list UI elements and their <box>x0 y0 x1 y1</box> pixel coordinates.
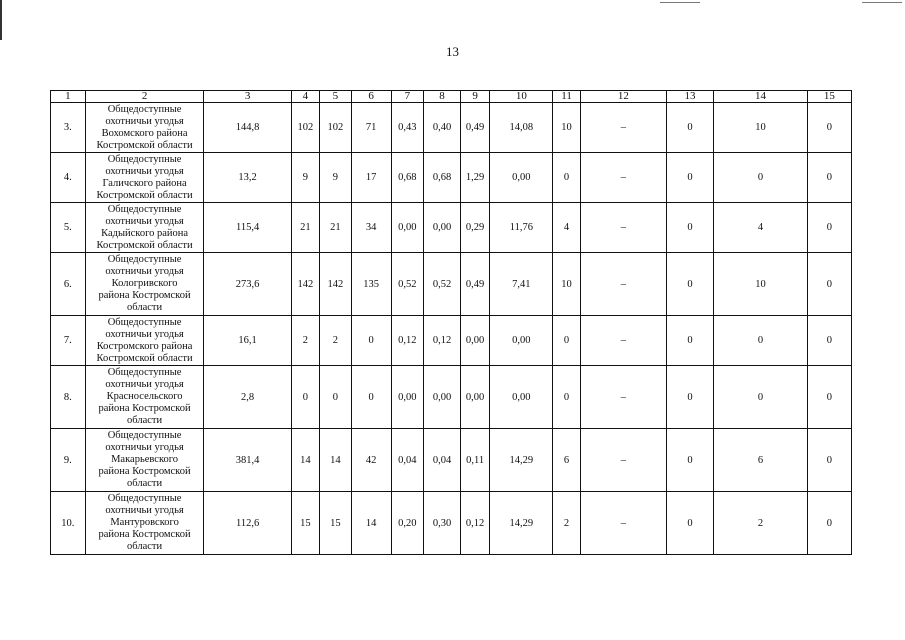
value-cell-col-10: 14,29 <box>490 429 553 492</box>
value-cell-col-15: 0 <box>807 429 851 492</box>
value-cell-col-7: 0,52 <box>391 253 424 316</box>
column-header-3: 3 <box>204 91 291 103</box>
value-cell-col-11: 0 <box>553 366 580 429</box>
value-cell-col-9: 0,11 <box>460 429 489 492</box>
name-line: Костромской области <box>96 352 193 364</box>
column-header-2: 2 <box>85 91 204 103</box>
name-line: Кадыйского района <box>101 227 189 239</box>
value-cell-col-10: 0,00 <box>490 153 553 203</box>
table-row <box>51 103 852 153</box>
value-cell-col-14: 10 <box>714 253 808 316</box>
value-cell-col-7: 0,12 <box>391 316 424 366</box>
table-row <box>51 366 852 429</box>
name-line: Общедоступные <box>107 153 182 165</box>
name-line: Общедоступные <box>107 430 182 441</box>
value-cell-col-7: 0,68 <box>391 153 424 203</box>
value-cell-col-6: 14 <box>351 492 391 555</box>
value-cell-col-10: 14,29 <box>490 492 553 555</box>
column-header-8: 8 <box>424 91 461 103</box>
table-row <box>51 153 852 203</box>
value-cell-col-4: 2 <box>291 316 319 366</box>
value-cell-col-13: 0 <box>666 429 713 492</box>
hunting-ground-name-cell <box>85 316 204 366</box>
name-line: Общедоступные <box>107 203 182 215</box>
value-cell-col-10: 14,08 <box>490 103 553 153</box>
value-cell-col-14: 6 <box>714 429 808 492</box>
value-cell-col-3: 144,8 <box>204 103 291 153</box>
scan-top-line <box>660 2 700 3</box>
name-line: Костромского района <box>96 340 193 352</box>
value-cell-col-15: 0 <box>807 203 851 253</box>
table-row <box>51 429 852 492</box>
value-cell-col-12: – <box>580 203 666 253</box>
value-cell-col-13: 0 <box>666 366 713 429</box>
value-cell-col-4: 102 <box>291 103 319 153</box>
column-header-14: 14 <box>714 91 808 103</box>
row-number-cell: 6. <box>51 253 86 316</box>
value-cell-col-13: 0 <box>666 253 713 316</box>
scan-top-line <box>862 2 902 3</box>
value-cell-col-6: 17 <box>351 153 391 203</box>
value-cell-col-7: 0,43 <box>391 103 424 153</box>
value-cell-col-15: 0 <box>807 492 851 555</box>
value-cell-col-9: 0,49 <box>460 253 489 316</box>
value-cell-col-10: 11,76 <box>490 203 553 253</box>
name-line: Костромской области <box>96 139 193 151</box>
value-cell-col-6: 0 <box>351 316 391 366</box>
table-row <box>51 316 852 366</box>
value-cell-col-5: 14 <box>320 429 352 492</box>
value-cell-col-11: 10 <box>553 253 580 316</box>
name-line: области <box>127 478 163 489</box>
name-line: Общедоступные <box>107 254 182 265</box>
value-cell-col-7: 0,00 <box>391 203 424 253</box>
name-line: области <box>127 541 163 552</box>
value-cell-col-3: 381,4 <box>204 429 291 492</box>
value-cell-col-5: 102 <box>320 103 352 153</box>
value-cell-col-14: 4 <box>714 203 808 253</box>
value-cell-col-11: 2 <box>553 492 580 555</box>
value-cell-col-5: 15 <box>320 492 352 555</box>
value-cell-col-11: 0 <box>553 153 580 203</box>
value-cell-col-15: 0 <box>807 153 851 203</box>
name-line: района Костромской <box>98 466 191 477</box>
table-row <box>51 492 852 555</box>
name-line: Галичского района <box>102 177 187 189</box>
value-cell-col-4: 14 <box>291 429 319 492</box>
row-number-cell: 3. <box>51 103 86 153</box>
value-cell-col-9: 0,00 <box>460 316 489 366</box>
value-cell-col-5: 21 <box>320 203 352 253</box>
value-cell-col-4: 15 <box>291 492 319 555</box>
column-header-12: 12 <box>580 91 666 103</box>
page-number: 13 <box>446 44 459 59</box>
value-cell-col-10: 0,00 <box>490 316 553 366</box>
value-cell-col-6: 42 <box>351 429 391 492</box>
name-line: района Костромской <box>98 403 191 414</box>
name-line: охотничьи угодья <box>105 442 184 453</box>
value-cell-col-6: 0 <box>351 366 391 429</box>
name-line: района Костромской <box>98 290 191 301</box>
value-cell-col-4: 21 <box>291 203 319 253</box>
hunting-ground-name-cell <box>85 203 204 253</box>
value-cell-col-8: 0,68 <box>424 153 461 203</box>
value-cell-col-12: – <box>580 492 666 555</box>
value-cell-col-5: 9 <box>320 153 352 203</box>
value-cell-col-8: 0,04 <box>424 429 461 492</box>
value-cell-col-15: 0 <box>807 253 851 316</box>
value-cell-col-15: 0 <box>807 366 851 429</box>
hunting-ground-name-cell <box>85 153 204 203</box>
column-header-10: 10 <box>490 91 553 103</box>
row-number-cell: 7. <box>51 316 86 366</box>
value-cell-col-12: – <box>580 429 666 492</box>
name-line: охотничьи угодья <box>105 379 184 390</box>
column-header-4: 4 <box>291 91 319 103</box>
name-line: охотничьи угодья <box>105 505 184 516</box>
hunting-ground-name-cell <box>85 366 204 429</box>
value-cell-col-8: 0,00 <box>424 366 461 429</box>
name-line: Макарьевского <box>111 454 179 465</box>
name-line: охотничьи угодья <box>105 165 184 177</box>
name-line: охотничьи угодья <box>105 328 184 340</box>
value-cell-col-15: 0 <box>807 316 851 366</box>
row-number-cell: 10. <box>51 492 86 555</box>
value-cell-col-14: 0 <box>714 153 808 203</box>
value-cell-col-4: 142 <box>291 253 319 316</box>
value-cell-col-8: 0,40 <box>424 103 461 153</box>
column-header-11: 11 <box>553 91 580 103</box>
hunting-ground-name-cell <box>85 429 204 492</box>
value-cell-col-8: 0,12 <box>424 316 461 366</box>
value-cell-col-9: 0,29 <box>460 203 489 253</box>
value-cell-col-4: 0 <box>291 366 319 429</box>
value-cell-col-7: 0,00 <box>391 366 424 429</box>
value-cell-col-14: 0 <box>714 316 808 366</box>
value-cell-col-12: – <box>580 316 666 366</box>
value-cell-col-4: 9 <box>291 153 319 203</box>
value-cell-col-7: 0,04 <box>391 429 424 492</box>
name-line: области <box>127 302 163 313</box>
name-line: Общедоступные <box>107 367 182 378</box>
value-cell-col-5: 142 <box>320 253 352 316</box>
value-cell-col-10: 0,00 <box>490 366 553 429</box>
value-cell-col-12: – <box>580 253 666 316</box>
value-cell-col-6: 71 <box>351 103 391 153</box>
row-number-cell: 4. <box>51 153 86 203</box>
column-header-6: 6 <box>351 91 391 103</box>
value-cell-col-13: 0 <box>666 203 713 253</box>
name-line: Общедоступные <box>107 493 182 504</box>
value-cell-col-9: 1,29 <box>460 153 489 203</box>
value-cell-col-15: 0 <box>807 103 851 153</box>
value-cell-col-3: 13,2 <box>204 153 291 203</box>
hunting-ground-name-cell <box>85 253 204 316</box>
value-cell-col-14: 2 <box>714 492 808 555</box>
column-header-13: 13 <box>666 91 713 103</box>
table-body <box>51 103 852 555</box>
row-number-cell: 9. <box>51 429 86 492</box>
name-line: Красносельского <box>106 391 183 402</box>
value-cell-col-12: – <box>580 103 666 153</box>
value-cell-col-5: 2 <box>320 316 352 366</box>
value-cell-col-13: 0 <box>666 103 713 153</box>
name-line: Вохомского района <box>101 127 188 139</box>
value-cell-col-7: 0,20 <box>391 492 424 555</box>
value-cell-col-12: – <box>580 366 666 429</box>
name-line: Общедоступные <box>107 316 182 328</box>
name-line: охотничьи угодья <box>105 215 184 227</box>
name-line: области <box>127 415 163 426</box>
value-cell-col-13: 0 <box>666 153 713 203</box>
header-row <box>51 91 852 103</box>
column-header-5: 5 <box>320 91 352 103</box>
column-header-7: 7 <box>391 91 424 103</box>
value-cell-col-9: 0,00 <box>460 366 489 429</box>
name-line: охотничьи угодья <box>105 115 184 127</box>
value-cell-col-3: 16,1 <box>204 316 291 366</box>
name-line: Мантуровского <box>110 517 179 528</box>
hunting-ground-name-cell <box>85 103 204 153</box>
value-cell-col-8: 0,52 <box>424 253 461 316</box>
hunting-grounds-table <box>50 90 852 555</box>
name-line: охотничьи угодья <box>105 266 184 277</box>
value-cell-col-14: 10 <box>714 103 808 153</box>
value-cell-col-5: 0 <box>320 366 352 429</box>
value-cell-col-9: 0,49 <box>460 103 489 153</box>
value-cell-col-6: 135 <box>351 253 391 316</box>
column-header-1: 1 <box>51 91 86 103</box>
name-line: Общедоступные <box>107 103 182 115</box>
value-cell-col-11: 4 <box>553 203 580 253</box>
value-cell-col-11: 6 <box>553 429 580 492</box>
name-line: Костромской области <box>96 189 193 201</box>
row-number-cell: 5. <box>51 203 86 253</box>
value-cell-col-3: 112,6 <box>204 492 291 555</box>
value-cell-col-3: 273,6 <box>204 253 291 316</box>
name-line: района Костромской <box>98 529 191 540</box>
hunting-ground-name-cell <box>85 492 204 555</box>
value-cell-col-10: 7,41 <box>490 253 553 316</box>
value-cell-col-3: 2,8 <box>204 366 291 429</box>
scan-edge-mark <box>0 0 2 40</box>
value-cell-col-3: 115,4 <box>204 203 291 253</box>
value-cell-col-11: 0 <box>553 316 580 366</box>
value-cell-col-14: 0 <box>714 366 808 429</box>
value-cell-col-13: 0 <box>666 316 713 366</box>
name-line: Кологривского <box>111 278 178 289</box>
column-header-9: 9 <box>460 91 489 103</box>
value-cell-col-12: – <box>580 153 666 203</box>
value-cell-col-8: 0,00 <box>424 203 461 253</box>
table-row <box>51 253 852 316</box>
name-line: Костромской области <box>96 239 193 251</box>
row-number-cell: 8. <box>51 366 86 429</box>
value-cell-col-6: 34 <box>351 203 391 253</box>
value-cell-col-13: 0 <box>666 492 713 555</box>
table-row <box>51 203 852 253</box>
value-cell-col-11: 10 <box>553 103 580 153</box>
column-header-15: 15 <box>807 91 851 103</box>
value-cell-col-8: 0,30 <box>424 492 461 555</box>
value-cell-col-9: 0,12 <box>460 492 489 555</box>
